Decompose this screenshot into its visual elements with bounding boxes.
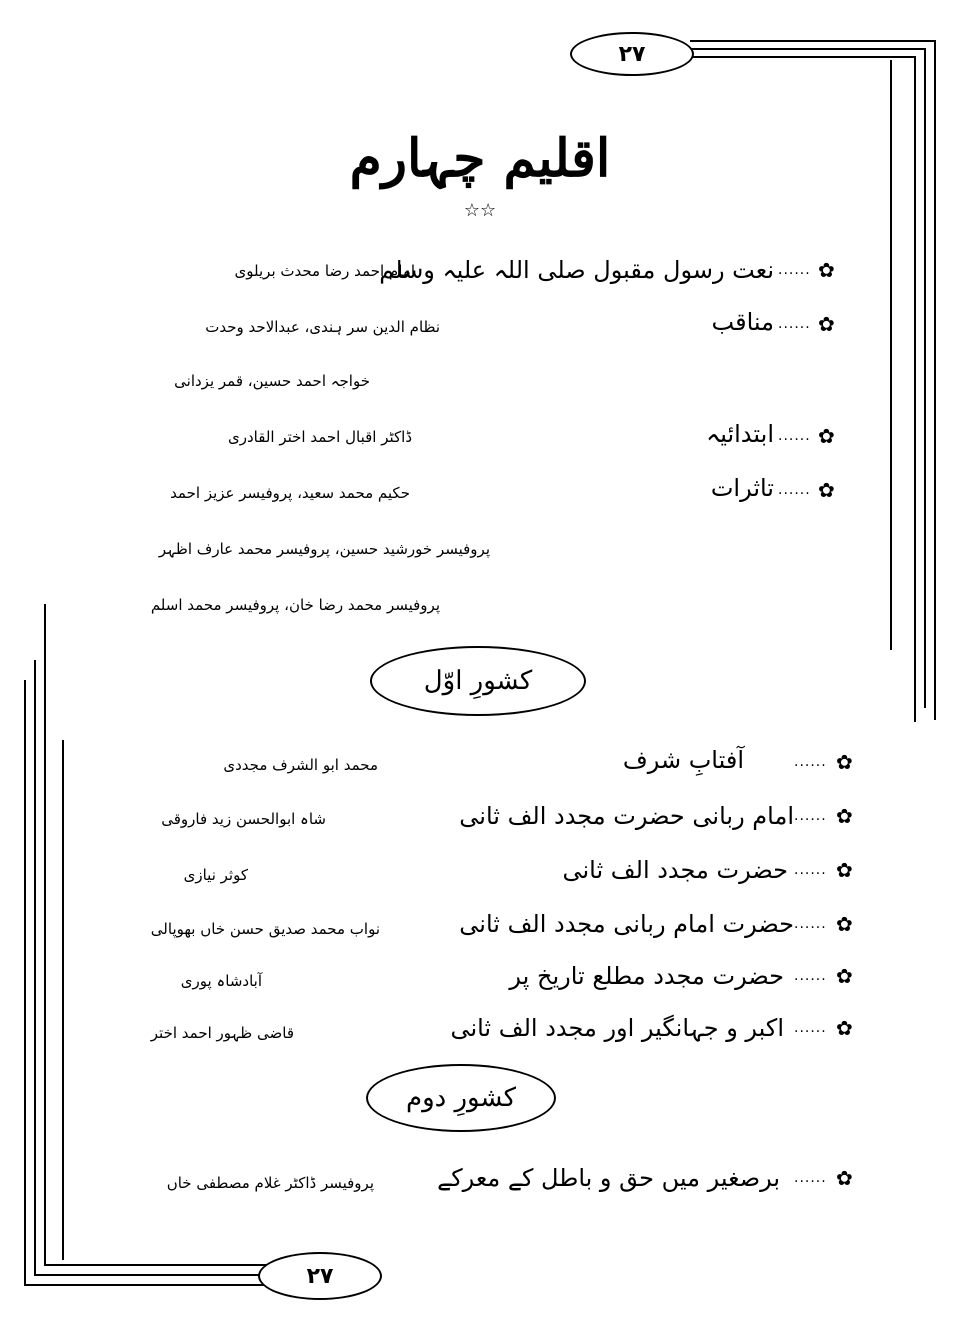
section-title: کشورِ اوّل (423, 666, 533, 696)
toc-author: قاضی ظہور احمد اختر (150, 1024, 294, 1042)
frame-line (44, 1264, 268, 1266)
leader-dots: ...... (778, 482, 811, 498)
section-title-oval (370, 646, 586, 716)
toc-heading: تاثرات (710, 474, 774, 502)
page-number-bottom (258, 1252, 382, 1300)
toc-author: خواجہ احمد حسین، قمر یزدانی (174, 372, 370, 390)
frame-line (24, 680, 26, 1286)
frame-line (62, 740, 64, 1260)
toc-author: محمد ابو الشرف مجددی (223, 756, 378, 774)
toc-author: ڈاکٹر اقبال احمد اختر القادری (228, 428, 412, 446)
toc-heading: مناقب (711, 308, 774, 336)
toc-heading: آفتابِ شرف (622, 746, 744, 774)
toc-author: پروفیسر ڈاکٹر غلام مصطفی خاں (166, 1174, 374, 1192)
leader-dots: ...... (794, 862, 827, 878)
toc-heading: امام ربانی حضرت مجدد الف ثانی (459, 802, 794, 830)
flower-bullet-icon: ✿ (836, 1166, 853, 1190)
toc-author: حکیم محمد سعید، پروفیسر عزیز احمد (170, 484, 410, 502)
flower-bullet-icon: ✿ (818, 478, 835, 502)
toc-author: امام احمد رضا محدث بریلوی (234, 262, 415, 280)
toc-heading: حضرت مجدد مطلع تاریخ پر (509, 962, 784, 990)
frame-line (34, 1274, 268, 1276)
flower-bullet-icon: ✿ (818, 312, 835, 336)
leader-dots: ...... (778, 262, 811, 278)
frame-line (690, 48, 926, 50)
toc-author: پروفیسر محمد رضا خان، پروفیسر محمد اسلم (150, 596, 440, 614)
leader-dots: ...... (794, 968, 827, 984)
leader-dots: ...... (778, 428, 811, 444)
frame-line (44, 604, 46, 1266)
page-number-top (570, 32, 694, 76)
flower-bullet-icon: ✿ (836, 858, 853, 882)
frame-line (24, 1284, 268, 1286)
flower-bullet-icon: ✿ (836, 804, 853, 828)
section-title: کشورِ دوم (405, 1083, 517, 1113)
frame-line (690, 40, 936, 42)
toc-author: نظام الدین سر ہندی، عبدالاحد وحدت (205, 318, 440, 336)
flower-bullet-icon: ✿ (836, 750, 853, 774)
toc-heading: اکبر و جہانگیر اور مجدد الف ثانی (450, 1014, 784, 1042)
flower-bullet-icon: ✿ (836, 912, 853, 936)
frame-line (34, 660, 36, 1274)
toc-author: آبادشاہ پوری (180, 972, 262, 990)
stars-ornament: ☆☆ (463, 200, 497, 221)
toc-heading: حضرت مجدد الف ثانی (562, 856, 788, 884)
flower-bullet-icon: ✿ (836, 964, 853, 988)
toc-heading: برصغیر میں حق و باطل کے معرکے (437, 1164, 780, 1192)
flower-bullet-icon: ✿ (836, 1016, 853, 1040)
leader-dots: ...... (794, 1170, 827, 1186)
toc-author: کوثر نیازی (183, 866, 248, 884)
toc-heading: حضرت امام ربانی مجدد الف ثانی (459, 910, 794, 938)
frame-line (690, 56, 916, 58)
leader-dots: ...... (794, 1020, 827, 1036)
leader-dots: ...... (778, 316, 811, 332)
leader-dots: ...... (794, 916, 827, 932)
page-title: اقلیم چہارم (349, 128, 611, 189)
leader-dots: ...... (794, 808, 827, 824)
toc-heading: نعت رسول مقبول صلی اللہ علیہ وسلم (379, 256, 774, 284)
toc-author: شاہ ابوالحسن زید فاروقی (161, 810, 326, 828)
page-number-text: ٢٧ (306, 1263, 334, 1289)
toc-heading: ابتدائیہ (706, 420, 774, 448)
page-number-text: ٢٧ (618, 41, 646, 67)
flower-bullet-icon: ✿ (818, 258, 835, 282)
toc-author: پروفیسر خورشید حسین، پروفیسر محمد عارف اظہر (158, 540, 490, 558)
flower-bullet-icon: ✿ (818, 424, 835, 448)
leader-dots: ...... (794, 754, 827, 770)
section-title-oval (366, 1064, 556, 1132)
toc-author: نواب محمد صدیق حسن خاں بھوپالی (150, 920, 380, 938)
